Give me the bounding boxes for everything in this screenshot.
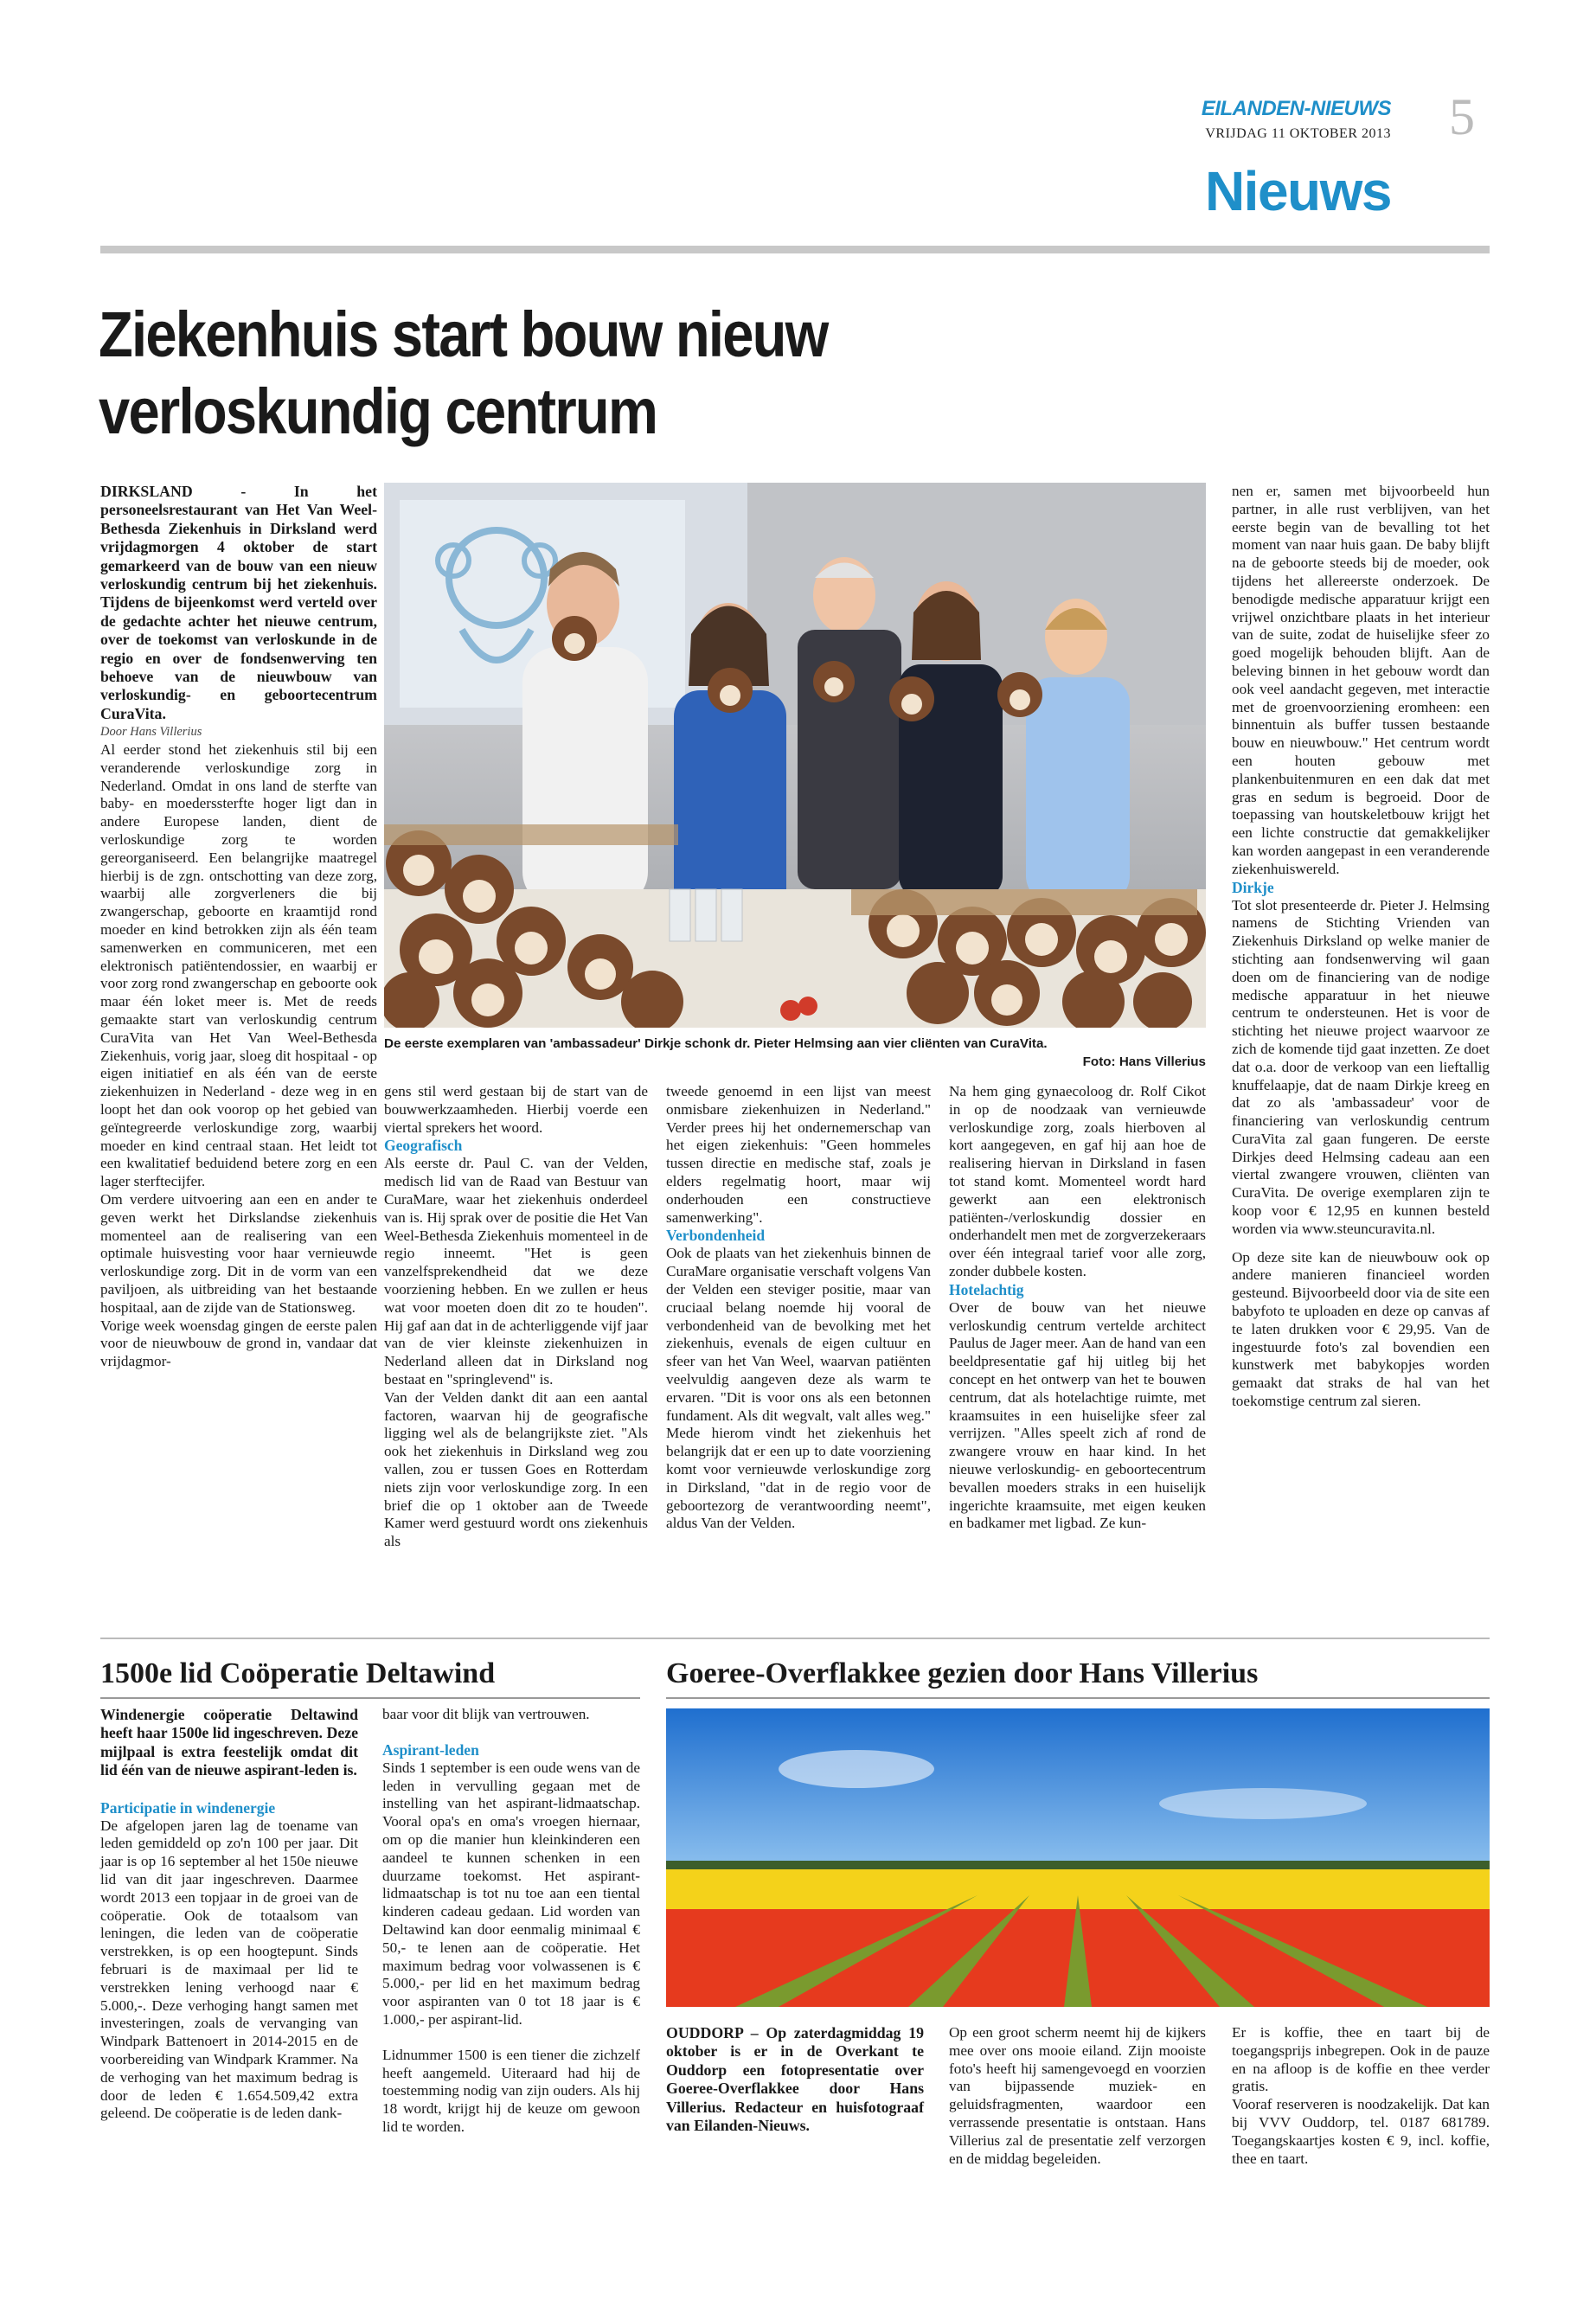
subheading-participatie: Participatie in windenergie xyxy=(100,1798,276,1817)
main-headline-line2: verloskundig centrum xyxy=(99,375,657,447)
main-headline xyxy=(99,296,936,450)
section-divider xyxy=(100,1638,1490,1639)
main-article-paragraph: Na hem ging gynaecoloog dr. Rolf Cikot in op de noodzaak van vernieuwde verloskundige zorg, zoals hierboven al kort aangegeven, en gaf hij aan hoe de realisering hiervan in Dirksland in fasen tot stand komt. Momenteel wordt hard gewerkt aan een elektronisch patiënten-/verloskundig dossier en onderhandelt men met de zorgverzekeraars over één integraal tarief voor alle zorg, zonder dubbele kosten. xyxy=(949,1083,1206,1279)
main-article-paragraph: Tot slot presenteerde dr. Pieter J. Helmsing namens de Stichting Vrienden van Ziekenhuis Dirksland op welke manier de stichting aan fondsenwerving wil gaan doen om de financiering van de nodige medische apparatuur in het nieuwe centrum te ondersteunen. Het is voor de stichting het nieuwe project waarvoor ze zich de komende tijd gaat inzetten. Ze doet dat o.a. door de verkoop van een lieftallig knuffelaapje, dat de naam Dirkje kreeg en dat zo als 'ambassadeur' voor de financiering van verloskundig centrum CuraVita zal gaan fungeren. De eerste Dirkjes deed Helmsing cadeau aan een viertal zwangere vrouwen, cliënten van CuraVita. De overige exemplaren zijn te koop voor € 12,95 en kunnen besteld worden via www.steuncuravita.nl. xyxy=(1232,896,1490,1237)
subheading-dirkje: Dirkje xyxy=(1232,878,1274,896)
subheading-hotelachtig: Hotelachtig xyxy=(949,1280,1024,1298)
section-title: Nieuws xyxy=(1204,160,1391,222)
main-article-paragraph: nen er, samen met bijvoorbeeld hun partner, in alle rust verblijven, van het eerste begin van de bevalling tot het moment van naar huis gaan. De baby blijft na de geboorte steeds bij de moeder, ook tijdens het allereerste onderzoek. De benodigde medische apparatuur krijgt een vrijwel onzichtbare plaats in het interieur van de suite, zodat de huiselijke sfeer zo goed mogelijk behouden blijft. Aan de beleving binnen in het gebouw wordt dan ook veel aandacht gegeven, met interactie met de groenvoorziening eromheen: een binnentuin als buffer tussen bestaande bouw en nieuwbouw." Het centrum wordt een houten gebouw met plankenbuitenmuren en een dak dat met gras en sedum is begroeid. Door de toepassing van houtskeletbouw krijgt het een lichte constructie dat gemakkelijker kan worden aangepast in een veranderende ziekenhuiswereld. xyxy=(1232,483,1490,877)
byline: Door Hans Villerius xyxy=(100,725,202,740)
main-article-paragraph: gens stil werd gestaan bij de start van de bouwwerkzaamheden. Hierbij voerde een viertal sprekers het woord. xyxy=(384,1083,648,1136)
tulip-field-illustration xyxy=(666,1708,1490,2007)
photo-caption: De eerste exemplaren van 'ambassadeur' Dirkje schonk dr. Pieter Helmsing aan vier cliënten van CuraVita. xyxy=(384,1036,1048,1051)
paper-name: EILANDEN-NIEUWS xyxy=(1201,97,1391,120)
article3-paragraph: Er is koffie, thee en taart bij de toegangsprijs inbegrepen. Ook in de pauze en na afloop is de koffie en thee verder gratis. xyxy=(1232,2024,1490,2095)
main-article-paragraph: Om verdere uitvoering aan een en ander te geven werkt het Dirkslandse ziekenhuis momenteel aan de realisering van een optimale huisvesting voor haar vernieuwde verloskundige zorg. Dit in de vorm van een paviljoen, als uitbreiding van het bestaande hospitaal, aan de zijde van de Stationsweg. xyxy=(100,1191,377,1316)
article2-lead: Windenergie coöperatie Deltawind heeft haar 1500e lid ingeschreven. Deze mijlpaal is extra feestelijk omdat dit lid één van de nieuwe aspirant-leden is. xyxy=(100,1706,358,1779)
article3-column-3 xyxy=(1232,2024,1490,2168)
article3-column-2 xyxy=(949,2024,1206,2168)
subheading-aspirant-leden: Aspirant-leden xyxy=(382,1740,479,1759)
article2-paragraph: Lidnummer 1500 is een tiener die zichzelf heeft aangemeld. Uiteraard had hij de toestemming nodig van zijn ouders. Als hij 18 wordt, krijgt hij de keuze om gewoon lid te worden. xyxy=(382,2046,640,2135)
article3-column-1 xyxy=(666,2024,924,2135)
subheading-verbondenheid: Verbondenheid xyxy=(666,1227,766,1245)
article2-headline: 1500e lid Coöperatie Deltawind xyxy=(100,1657,496,1689)
main-article-lead: DIRKSLAND - In het personeelsrestaurant van Het Van Weel-Bethesda Ziekenhuis in Dirksland werd vrijdagmorgen 4 oktober de start gemarkeerd van de bouw van een nieuw verloskundig centrum bij het ziekenhuis. Tijdens de bijeenkomst werd verteld over de gedachte achter het nieuwe centrum, over de toekomst van verloskunde in de regio en over de fondsenwerving ten behoeve van de nieuwbouw van verloskundig- en geboortecentrum CuraVita. xyxy=(100,483,377,722)
article3-rule xyxy=(666,1697,1490,1699)
article2-paragraph: Sinds 1 september is een oude wens van de leden in vervulling gegaan met de instelling van het aspirant-lidmaatschap. Vooral opa's en oma's vroegen hiernaar, om op die manier hun kleinkinderen een aandeel te kunnen schenken in een duurzame toekomst. Het aspirant-lidmaatschap is tot nu toe aan een tiental kinderen cadeau gedaan. Lid worden van Deltawind kan door eenmalig minimaal € 50,- te lenen aan de coöperatie. Het maximum bedrag voor volwassenen is € 5.000,- per lid en het maximum bedrag voor aspiranten van 0 tot 18 jaar is € 1.000,- per aspirant-lid. xyxy=(382,1759,640,2028)
page-number: 5 xyxy=(1449,88,1475,145)
main-article-column-5 xyxy=(1232,483,1490,1411)
subheading-geografisch: Geografisch xyxy=(384,1137,463,1155)
main-article-paragraph: tweede genoemd in een lijst van meest onmisbare ziekenhuizen in Nederland." Verder prees hij het ondernemerschap van het eigen ziekenhuis: "Geen hommeles tussen directie en medische staf, zoals je elders regelmatig hoort, maar wij onderhouden een constructieve samenwerking". xyxy=(666,1083,931,1226)
main-article-column-4 xyxy=(949,1083,1206,1533)
main-article-paragraph: Al eerder stond het ziekenhuis stil bij een veranderende verloskundige zorg in Nederland. Omdat in ons land de sterfte van baby- en moederssterfte hoger ligt dan in andere Europese landen, dient de verloskundige zorg te worden gereorganiseerd. Een belangrijke maatregel hierbij is de zgn. ontschotting van deze zorg, waarbij alle zorgverleners die bij zwangerschap, geboorte en kraamtijd rond moeder en kind betrokken zijn als één team samenwerken en communiceren, met een elektronisch patiëntendossier, en waarbij er voor zorg rond zwangerschap en geboorte ook maar één loket meer is. Met de reeds gemaakte start van verloskundig centrum CuraVita van Het Van Weel-Bethesda Ziekenhuis, vorig jaar, sloeg dit hospitaal - op eigen initiatief en als één van de eerste ziekenhuizen in Nederland - deze weg in en loopt het dan ook voorop op het gebied van geïntegreerde verloskundige zorg, waarbij moeder en kind centraal staan. Het leidt tot een kwalitatief beduidend betere zorg en een lager sterftecijfer. xyxy=(100,741,377,1190)
photo-illustration xyxy=(384,483,1206,1028)
main-article-paragraph: Over de bouw van het nieuwe verloskundig centrum vertelde architect Paulus de Jager meer. Aan de hand van een beeldpresentatie gaf hij uitleg bij het concept en het ontwerp van het te bouwen centrum, dat als hotelachtige ruimte, met kraamsuites in een huiselijke sfeer zal verrijzen. "Alles speelt zich af rond de zwangere vrouw en haar kind. In het nieuwe verloskundig- en geboortecentrum bevallen moeders straks in een huiselijk ingerichte kraamsuite, met eigen keuken en badkamer met ligbad. Ze kun- xyxy=(949,1298,1206,1532)
photo-credit: Foto: Hans Villerius xyxy=(1082,1054,1206,1069)
article3-headline: Goeree-Overflakkee gezien door Hans Villerius xyxy=(666,1657,1259,1689)
article3-lead: OUDDORP – Op zaterdagmiddag 19 oktober is er in de Overkant te Ouddorp een fotopresentatie over Goeree-Overflakkee door Hans Villerius. Redacteur en huisfotograaf van Eilanden-Nieuws. xyxy=(666,2024,924,2135)
article2-column-2 xyxy=(382,1706,640,2137)
main-article-column-3 xyxy=(666,1083,931,1533)
article2-paragraph: De afgelopen jaren lag de toename van leden gemiddeld op zo'n 100 per jaar. Dit jaar is op 16 september al het 150e nieuwe lid van dit jaar ingeschreven. Daarmee wordt 2013 een topjaar in de groei van de coöperatie. Ook de totaalsom van leningen, die leden van de coöperatie verstrekken, is op een hoogtepunt. Sinds februari is de maximaal per lid te verstrekken lening verhoogd naar € 5.000,-. Deze verhoging hangt samen met investeringen, zoals de vervanging van Windpark Battenoert in 2014-2015 en de voorbereiding van Windpark Krammer. Na de verhoging van het maximum bedrag is door de leden € 1.654.509,42 extra geleend. De coöperatie is de leden dank- xyxy=(100,1817,358,2122)
main-article-paragraph: Vorige week woensdag gingen de eerste palen voor de nieuwbouw de grond in, vandaar dat vrijdagmor- xyxy=(100,1317,377,1370)
main-article-paragraph: Ook de plaats van het ziekenhuis binnen de CuraMare organisatie verschaft volgens Van der Velden een steviger positie, maar van cruciaal belang noemde hij vooral de verbondenheid van de bevolking met het ziekenhuis, evenals de eigen cultuur en sfeer van het Van Weel, waarvan patiënten veelvuldig aangeven deze als warm te ervaren. "Dit is voor ons als een betonnen fundament. Als dit wegvalt, valt alles weg." Mede hierom vindt het ziekenhuis het belangrijk dat er een up to date voorziening komt voor vernieuwde verloskundige zorg in Dirksland, "dat in de regio voor de geboortezorg de verantwoording neemt", aldus Van der Velden. xyxy=(666,1245,931,1532)
article2-column-1 xyxy=(100,1706,358,2123)
main-article-column-1 xyxy=(100,483,377,1371)
main-article-paragraph: Op deze site kan de nieuwbouw ook op andere manieren financieel worden gesteund. Bijvoorbeeld door via de site een babyfoto te uploaden en deze op canvas af te laten drukken voor € 29,95. Van de ingestuurde foto's zal bovendien een kunstwerk met babykopjes worden gemaakt dat straks de hal van het toekomstige centrum zal sieren. xyxy=(1232,1248,1490,1410)
masthead-divider xyxy=(100,246,1490,253)
tulip-field-photo xyxy=(666,1708,1490,2007)
main-article-column-2 xyxy=(384,1083,648,1551)
article3-paragraph: Op een groot scherm neemt hij de kijkers mee over ons mooie eiland. Zijn mooiste foto's heeft hij samengevoegd en voorzien van bijpassende muziek- en geluidsfragmenten, waardoor een verrassende presentatie is ontstaan. Hans Villerius zal de presentatie zelf verzorgen en de middag begeleiden. xyxy=(949,2024,1206,2167)
main-article-paragraph: Van der Velden dankt dit aan een aantal factoren, waarvan hij de geografische ligging wel als de belangrijkste ziet. "Als ook het ziekenhuis in Dirksland weg zou vallen, zou er tussen Goes en Rotterdam niets zijn voor verloskundige zorg. In een brief die op 1 oktober aan de Tweede Kamer werd gestuurd wordt ons ziekenhuis als xyxy=(384,1388,648,1550)
issue-date: VRIJDAG 11 OKTOBER 2013 xyxy=(1205,126,1391,141)
article3-paragraph: Vooraf reserveren is noodzakelijk. Dat kan bij VVV Ouddorp, tel. 0187 681789. Toegangskaartjes kosten € 9, incl. koffie, thee en taart. xyxy=(1232,2096,1490,2167)
main-headline-line1: Ziekenhuis start bouw nieuw xyxy=(99,298,828,370)
article2-rule xyxy=(100,1697,640,1699)
main-article-paragraph: Als eerste dr. Paul C. van der Velden, medisch lid van de Raad van Bestuur van CuraMare, waar het ziekenhuis onderdeel van is. Hij sprak over de positie die Het Van Weel-Bethesda Ziekenhuis momenteel in de regio inneemt. "Het is geen vanzelfsprekendheid dat we deze voorziening hebben. En we zullen er heus wat voor moeten doen dit zo te houden". Hij gaf aan dat in de achterliggende vijf jaar van de vier kleinste ziekenhuizen in Nederland alleen dat in Dirksland nog bestaat en "springlevend" is. xyxy=(384,1155,648,1388)
article2-paragraph: baar voor dit blijk van vertrouwen. xyxy=(382,1706,590,1722)
main-photo xyxy=(384,483,1206,1028)
